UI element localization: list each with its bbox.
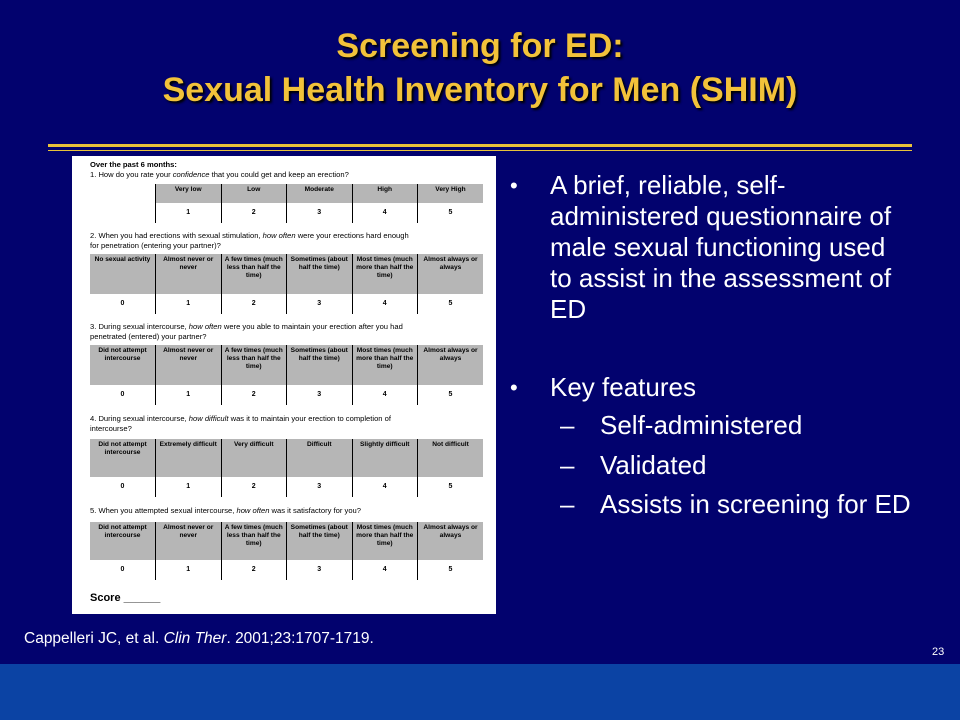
question-1: 1. How do you rate your confidence that you could get and keep an erection? bbox=[90, 170, 349, 179]
question-5: 5. When you attempted sexual intercourse, how often was it satisfactory for you? bbox=[90, 506, 362, 515]
bullet-key-features-text: Key features bbox=[550, 372, 696, 402]
question-5-grid: Did not attempt intercourse Almost never or never A few times (much less than half the time) Sometimes (about half the time) Most times (much more than half the time) Almost always or always 0 1 2 3 4 5 bbox=[90, 522, 483, 580]
score-line: Score ______ bbox=[90, 592, 161, 604]
question-3: 3. During sexual intercourse, how often were you able to maintain your erection after you had penetrated (entered) your partner? bbox=[90, 322, 403, 341]
question-4: 4. During sexual intercourse, how difficult was it to maintain your erection to completion of intercourse? bbox=[90, 414, 391, 433]
question-2: 2. When you had erections with sexual stimulation, how often were your erections hard enough for penetration (entering your partner)? bbox=[90, 231, 409, 250]
citation: Cappelleri JC, et al. Clin Ther. 2001;23:1707-1719. bbox=[24, 630, 374, 647]
question-2-grid: No sexual activity Almost never or never A few times (much less than half the time) Sometimes (about half the time) Most times (much more than half the time) Almost always or always 0 1 2 3 4 5 bbox=[90, 254, 483, 314]
dash-icon: – bbox=[560, 450, 575, 480]
title-line-2: Sexual Health Inventory for Men (SHIM) bbox=[162, 71, 798, 109]
bullet-icon: • bbox=[510, 375, 518, 400]
question-3-grid: Did not attempt intercourse Almost never or never A few times (much less than half the time) Sometimes (about half the time) Most times (much more than half the time) Almost always or always 0 1 2 3 4 5 bbox=[90, 345, 483, 405]
dash-icon: – bbox=[560, 410, 575, 440]
shim-questionnaire-image bbox=[72, 156, 496, 614]
bullet-icon: • bbox=[510, 173, 518, 198]
form-intro: Over the past 6 months: bbox=[90, 160, 177, 169]
question-1-grid: Very low Low Moderate High Very High 1 2 3 4 5 bbox=[90, 184, 483, 223]
title-underline-thin bbox=[48, 150, 912, 151]
slide-title bbox=[0, 24, 960, 112]
citation-journal: Clin Ther bbox=[163, 630, 227, 647]
title-line-1: Screening for ED: bbox=[336, 27, 624, 65]
question-4-grid: Did not attempt intercourse Extremely difficult Very difficult Difficult Slightly difficult Not difficult 0 1 2 3 4 5 bbox=[90, 439, 483, 497]
title-underline bbox=[48, 144, 912, 147]
footer-band bbox=[0, 664, 960, 720]
dash-icon: – bbox=[560, 489, 575, 519]
bullet-description-text: A brief, reliable, self-administered questionnaire of male sexual functioning used to assist in the assessment of ED bbox=[550, 170, 892, 324]
page-number: 23 bbox=[932, 646, 945, 658]
